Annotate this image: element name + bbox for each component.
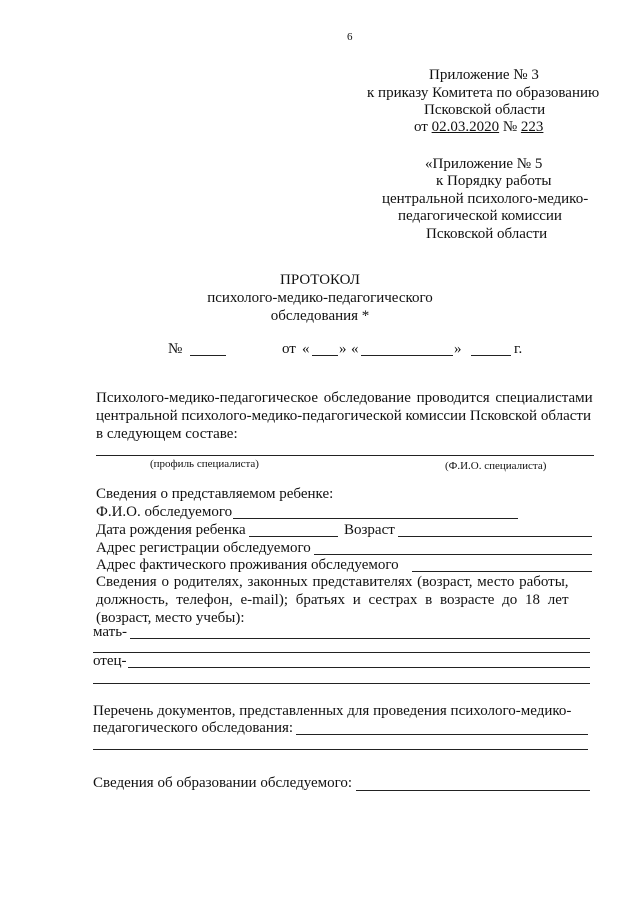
protocol-subtitle-2: обследования *	[270, 308, 370, 324]
protocol-year-blank	[471, 355, 511, 356]
protocol-close-quote-day: »	[339, 341, 347, 357]
appendix5-line4: педагогической комиссии	[398, 208, 562, 224]
appendix3-date-line	[414, 119, 543, 136]
specialist-profile-caption: (профиль специалиста)	[150, 458, 259, 470]
mother-blank-2	[93, 652, 590, 653]
appendix3-number: 223	[520, 119, 544, 135]
appendix3-line1: Приложение № 3	[429, 67, 539, 83]
protocol-subtitle-1: психолого-медико-педагогического	[207, 290, 433, 306]
specialist-name-line	[411, 455, 594, 456]
page-number: 6	[347, 31, 353, 43]
child-actual-address-label: Адрес фактического проживания обследуемого	[96, 557, 399, 573]
documents-blank-1	[296, 734, 588, 735]
child-birth-blank	[249, 536, 338, 537]
documents-blank-2	[93, 749, 588, 750]
education-label: Сведения об образовании обследуемого:	[93, 775, 353, 791]
documents-line-2: педагогического обследования:	[93, 720, 294, 736]
child-fio-label: Ф.И.О. обследуемого	[96, 504, 233, 520]
appendix3-line2: к приказу Комитета по образованию	[367, 85, 600, 101]
child-birth-label: Дата рождения ребенка	[96, 522, 246, 538]
appendix5-line5: Псковской области	[426, 226, 548, 242]
child-age-label: Возраст	[344, 522, 395, 538]
intro-line-1: Психолого-медико-педагогическое обследование проводится специалистами	[96, 390, 593, 406]
intro-line-2: центральной психолого-медико-педагогической комиссии Псковской области	[96, 408, 591, 424]
child-registration-blank	[314, 554, 592, 555]
parents-info-line-1: Сведения о родителях, законных представителях (возраст, место работы,	[96, 574, 569, 590]
father-label: отец-	[93, 653, 127, 669]
father-blank-1	[128, 667, 590, 668]
appendix3-date-prefix: от	[414, 119, 428, 135]
protocol-number-blank	[190, 355, 226, 356]
appendix5-line1: «Приложение № 5	[425, 156, 543, 172]
protocol-open-quote-month: «	[351, 341, 359, 357]
documents-line-1: Перечень документов, представленных для проведения психолого-медико-	[93, 703, 572, 719]
appendix3-line3: Псковской области	[424, 102, 546, 118]
appendix3-date: 02.03.2020	[431, 119, 500, 135]
protocol-number-label: №	[168, 341, 183, 357]
education-blank	[356, 790, 590, 791]
mother-blank-1	[130, 638, 590, 639]
appendix3-num-prefix: №	[502, 119, 518, 135]
protocol-title: ПРОТОКОЛ	[280, 272, 360, 288]
child-age-blank	[398, 536, 592, 537]
appendix5-line3: центральной психолого-медико-	[382, 191, 589, 207]
child-heading: Сведения о представляемом ребенке:	[96, 486, 334, 502]
parents-info-line-3: (возраст, место учебы):	[96, 610, 245, 626]
appendix5-line2: к Порядку работы	[436, 173, 552, 189]
mother-label: мать-	[93, 624, 128, 640]
child-actual-address-blank	[412, 571, 592, 572]
parents-info-line-2: должность, телефон, e-mail); братьях и сестрах в возрасте до 18 лет	[96, 592, 569, 608]
protocol-day-blank	[312, 355, 338, 356]
child-registration-label: Адрес регистрации обследуемого	[96, 540, 311, 556]
father-blank-2	[93, 683, 590, 684]
protocol-from-label: от	[282, 341, 296, 357]
protocol-year-suffix: г.	[514, 341, 523, 357]
protocol-month-blank	[361, 355, 453, 356]
specialist-profile-line	[96, 455, 411, 456]
specialist-name-caption: (Ф.И.О. специалиста)	[445, 460, 547, 472]
child-fio-blank	[233, 518, 518, 519]
protocol-open-quote-day: «	[302, 341, 310, 357]
protocol-close-quote-month: »	[454, 341, 462, 357]
intro-line-3: в следующем составе:	[96, 426, 238, 442]
